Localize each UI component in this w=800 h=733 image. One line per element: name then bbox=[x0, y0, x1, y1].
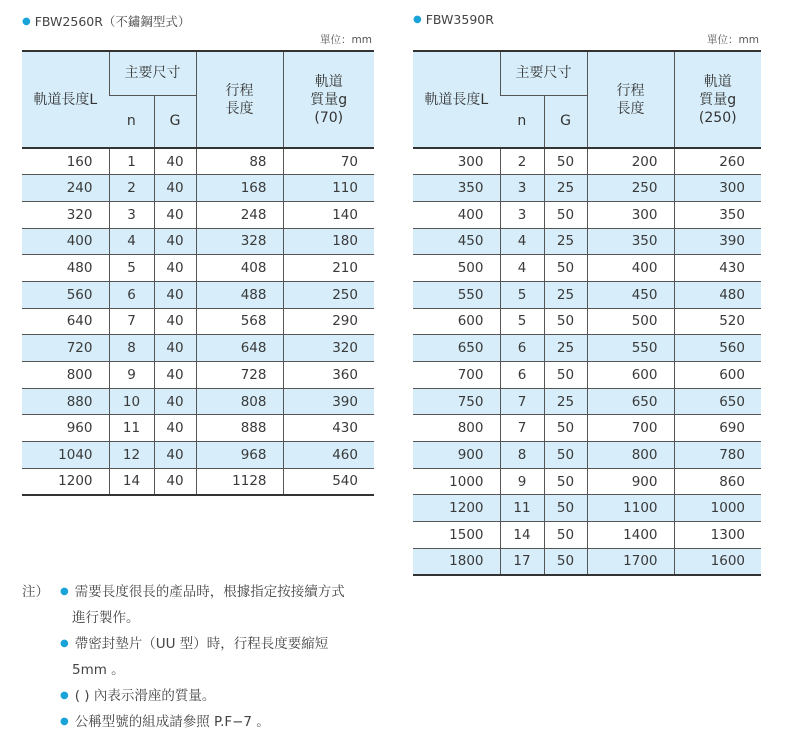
cell-g: 40 bbox=[154, 228, 196, 255]
cell-n: 17 bbox=[500, 548, 544, 575]
table-row bbox=[413, 255, 761, 282]
cell-rail-length: 320 bbox=[22, 201, 109, 228]
cell-n: 3 bbox=[109, 201, 154, 228]
cell-g: 50 bbox=[544, 255, 587, 282]
cell-g: 25 bbox=[544, 281, 587, 308]
unit-label: 單位：mm bbox=[707, 34, 759, 46]
table-row bbox=[22, 362, 374, 389]
cell-stroke: 500 bbox=[587, 308, 674, 335]
cell-mass: 290 bbox=[283, 308, 374, 335]
header-rail-length: 軌道長度L bbox=[22, 51, 109, 148]
cell-g: 40 bbox=[154, 308, 196, 335]
cell-rail-length: 1200 bbox=[22, 468, 109, 495]
cell-stroke: 728 bbox=[196, 362, 283, 389]
header-stroke: 行程 長度 bbox=[587, 51, 674, 148]
cell-mass: 300 bbox=[674, 175, 761, 202]
cell-mass: 70 bbox=[283, 148, 374, 175]
table-row bbox=[22, 388, 374, 415]
cell-n: 14 bbox=[500, 522, 544, 549]
cell-rail-length: 720 bbox=[22, 335, 109, 362]
cell-mass: 390 bbox=[674, 228, 761, 255]
bullet-icon: ● bbox=[60, 690, 69, 701]
cell-stroke: 650 bbox=[587, 388, 674, 415]
table-row bbox=[413, 148, 761, 175]
note-item: ● 公稱型號的組成請參照 P.F−7 。 bbox=[60, 714, 270, 730]
cell-mass: 390 bbox=[283, 388, 374, 415]
cell-n: 11 bbox=[500, 495, 544, 522]
header-stroke: 行程 長度 bbox=[196, 51, 283, 148]
cell-rail-length: 1000 bbox=[413, 468, 500, 495]
cell-g: 40 bbox=[154, 201, 196, 228]
cell-stroke: 700 bbox=[587, 415, 674, 442]
cell-stroke: 408 bbox=[196, 255, 283, 282]
table-row bbox=[413, 362, 761, 389]
cell-n: 8 bbox=[500, 442, 544, 469]
cell-rail-length: 880 bbox=[22, 388, 109, 415]
cell-n: 14 bbox=[109, 468, 154, 495]
table-row bbox=[413, 228, 761, 255]
table-row bbox=[413, 522, 761, 549]
cell-n: 6 bbox=[109, 281, 154, 308]
table-row bbox=[22, 281, 374, 308]
cell-rail-length: 900 bbox=[413, 442, 500, 469]
table-row bbox=[22, 175, 374, 202]
cell-g: 40 bbox=[154, 388, 196, 415]
table-row bbox=[22, 308, 374, 335]
cell-n: 9 bbox=[109, 362, 154, 389]
cell-g: 25 bbox=[544, 388, 587, 415]
cell-g: 50 bbox=[544, 495, 587, 522]
cell-n: 6 bbox=[500, 335, 544, 362]
cell-mass: 110 bbox=[283, 175, 374, 202]
cell-rail-length: 800 bbox=[22, 362, 109, 389]
table-row bbox=[413, 335, 761, 362]
cell-stroke: 1700 bbox=[587, 548, 674, 575]
cell-mass: 460 bbox=[283, 442, 374, 469]
cell-n: 2 bbox=[500, 148, 544, 175]
table-row bbox=[413, 548, 761, 575]
bullet-icon: ● bbox=[22, 16, 31, 27]
cell-stroke: 648 bbox=[196, 335, 283, 362]
cell-mass: 600 bbox=[674, 362, 761, 389]
cell-rail-length: 160 bbox=[22, 148, 109, 175]
table-body bbox=[22, 148, 374, 495]
cell-stroke: 300 bbox=[587, 201, 674, 228]
table-block-fbw3590r bbox=[413, 12, 761, 576]
cell-g: 40 bbox=[154, 281, 196, 308]
cell-stroke: 1400 bbox=[587, 522, 674, 549]
header-main-dims: 主要尺寸 bbox=[500, 51, 587, 95]
table-row bbox=[22, 468, 374, 495]
cell-mass: 650 bbox=[674, 388, 761, 415]
cell-stroke: 488 bbox=[196, 281, 283, 308]
table-row bbox=[413, 415, 761, 442]
cell-g: 50 bbox=[544, 442, 587, 469]
cell-stroke: 808 bbox=[196, 388, 283, 415]
cell-stroke: 88 bbox=[196, 148, 283, 175]
cell-g: 25 bbox=[544, 228, 587, 255]
cell-mass: 180 bbox=[283, 228, 374, 255]
table-row bbox=[22, 335, 374, 362]
cell-stroke: 1100 bbox=[587, 495, 674, 522]
table-title: ● FBW2560R（不鏽鋼型式） bbox=[22, 14, 191, 29]
cell-mass: 360 bbox=[283, 362, 374, 389]
cell-n: 7 bbox=[500, 388, 544, 415]
table-row bbox=[413, 468, 761, 495]
cell-mass: 430 bbox=[283, 415, 374, 442]
cell-g: 40 bbox=[154, 415, 196, 442]
cell-g: 40 bbox=[154, 148, 196, 175]
table-row bbox=[413, 308, 761, 335]
cell-stroke: 328 bbox=[196, 228, 283, 255]
cell-stroke: 800 bbox=[587, 442, 674, 469]
cell-rail-length: 700 bbox=[413, 362, 500, 389]
cell-rail-length: 400 bbox=[413, 201, 500, 228]
cell-mass: 430 bbox=[674, 255, 761, 282]
cell-g: 50 bbox=[544, 548, 587, 575]
cell-stroke: 968 bbox=[196, 442, 283, 469]
note-item: ● 帶密封墊片（UU 型）時，行程長度要縮短 bbox=[60, 636, 329, 652]
cell-n: 4 bbox=[500, 255, 544, 282]
cell-stroke: 450 bbox=[587, 281, 674, 308]
table-row bbox=[413, 388, 761, 415]
cell-n: 5 bbox=[109, 255, 154, 282]
cell-rail-length: 960 bbox=[22, 415, 109, 442]
cell-rail-length: 350 bbox=[413, 175, 500, 202]
cell-g: 50 bbox=[544, 415, 587, 442]
cell-rail-length: 300 bbox=[413, 148, 500, 175]
header-n: n bbox=[109, 95, 154, 148]
cell-g: 50 bbox=[544, 522, 587, 549]
cell-stroke: 168 bbox=[196, 175, 283, 202]
cell-n: 4 bbox=[109, 228, 154, 255]
cell-stroke: 350 bbox=[587, 228, 674, 255]
cell-stroke: 200 bbox=[587, 148, 674, 175]
cell-stroke: 568 bbox=[196, 308, 283, 335]
header-rail-mass: 軌道 質量g (250) bbox=[674, 51, 761, 148]
table-row bbox=[413, 281, 761, 308]
header-n: n bbox=[500, 95, 544, 148]
cell-g: 40 bbox=[154, 175, 196, 202]
cell-mass: 690 bbox=[674, 415, 761, 442]
table-row bbox=[413, 201, 761, 228]
cell-mass: 1300 bbox=[674, 522, 761, 549]
cell-mass: 540 bbox=[283, 468, 374, 495]
cell-stroke: 600 bbox=[587, 362, 674, 389]
cell-n: 10 bbox=[109, 388, 154, 415]
cell-n: 5 bbox=[500, 308, 544, 335]
cell-rail-length: 240 bbox=[22, 175, 109, 202]
header-g: G bbox=[154, 95, 196, 148]
bullet-icon: ● bbox=[413, 14, 422, 25]
table-row bbox=[22, 442, 374, 469]
cell-n: 2 bbox=[109, 175, 154, 202]
cell-n: 12 bbox=[109, 442, 154, 469]
cell-n: 11 bbox=[109, 415, 154, 442]
cell-mass: 1600 bbox=[674, 548, 761, 575]
unit-label: 單位：mm bbox=[320, 34, 372, 46]
note-item-continuation: 進行製作。 bbox=[72, 610, 140, 626]
bullet-icon: ● bbox=[60, 716, 69, 727]
cell-rail-length: 560 bbox=[22, 281, 109, 308]
cell-n: 9 bbox=[500, 468, 544, 495]
table-row bbox=[413, 175, 761, 202]
cell-n: 4 bbox=[500, 228, 544, 255]
cell-rail-length: 450 bbox=[413, 228, 500, 255]
cell-mass: 480 bbox=[674, 281, 761, 308]
cell-g: 40 bbox=[154, 335, 196, 362]
cell-n: 7 bbox=[500, 415, 544, 442]
cell-rail-length: 500 bbox=[413, 255, 500, 282]
header-main-dims: 主要尺寸 bbox=[109, 51, 196, 95]
table-row bbox=[22, 415, 374, 442]
cell-mass: 320 bbox=[283, 335, 374, 362]
cell-g: 25 bbox=[544, 175, 587, 202]
cell-rail-length: 1040 bbox=[22, 442, 109, 469]
cell-g: 50 bbox=[544, 468, 587, 495]
header-rail-mass: 軌道 質量g (70) bbox=[283, 51, 374, 148]
table-row bbox=[413, 442, 761, 469]
cell-g: 40 bbox=[154, 442, 196, 469]
cell-n: 6 bbox=[500, 362, 544, 389]
cell-rail-length: 550 bbox=[413, 281, 500, 308]
note-item-continuation: 5mm 。 bbox=[72, 662, 125, 678]
cell-rail-length: 400 bbox=[22, 228, 109, 255]
table-row bbox=[22, 255, 374, 282]
note-item: ● ( ) 內表示滑座的質量。 bbox=[60, 688, 216, 704]
cell-stroke: 900 bbox=[587, 468, 674, 495]
table-row bbox=[413, 495, 761, 522]
cell-n: 5 bbox=[500, 281, 544, 308]
cell-mass: 250 bbox=[283, 281, 374, 308]
cell-n: 1 bbox=[109, 148, 154, 175]
cell-stroke: 248 bbox=[196, 201, 283, 228]
cell-mass: 560 bbox=[674, 335, 761, 362]
cell-stroke: 1128 bbox=[196, 468, 283, 495]
cell-rail-length: 640 bbox=[22, 308, 109, 335]
cell-rail-length: 600 bbox=[413, 308, 500, 335]
cell-g: 50 bbox=[544, 148, 587, 175]
cell-rail-length: 650 bbox=[413, 335, 500, 362]
cell-stroke: 550 bbox=[587, 335, 674, 362]
spec-table bbox=[413, 50, 761, 576]
table-row bbox=[22, 201, 374, 228]
bullet-icon: ● bbox=[60, 638, 69, 649]
cell-rail-length: 750 bbox=[413, 388, 500, 415]
cell-g: 25 bbox=[544, 335, 587, 362]
spec-table bbox=[22, 50, 374, 496]
cell-mass: 860 bbox=[674, 468, 761, 495]
cell-stroke: 250 bbox=[587, 175, 674, 202]
cell-mass: 520 bbox=[674, 308, 761, 335]
table-body bbox=[413, 148, 761, 575]
cell-g: 50 bbox=[544, 201, 587, 228]
cell-mass: 210 bbox=[283, 255, 374, 282]
cell-n: 3 bbox=[500, 175, 544, 202]
table-row bbox=[22, 228, 374, 255]
cell-n: 8 bbox=[109, 335, 154, 362]
cell-rail-length: 480 bbox=[22, 255, 109, 282]
table-title: ● FBW3590R bbox=[413, 12, 494, 27]
cell-rail-length: 1800 bbox=[413, 548, 500, 575]
table-block-fbw2560r bbox=[22, 12, 374, 496]
cell-n: 7 bbox=[109, 308, 154, 335]
cell-mass: 780 bbox=[674, 442, 761, 469]
cell-mass: 140 bbox=[283, 201, 374, 228]
cell-g: 40 bbox=[154, 468, 196, 495]
cell-g: 50 bbox=[544, 362, 587, 389]
cell-rail-length: 800 bbox=[413, 415, 500, 442]
cell-g: 50 bbox=[544, 308, 587, 335]
cell-stroke: 888 bbox=[196, 415, 283, 442]
cell-mass: 350 bbox=[674, 201, 761, 228]
cell-rail-length: 1200 bbox=[413, 495, 500, 522]
cell-g: 40 bbox=[154, 255, 196, 282]
table-row bbox=[22, 148, 374, 175]
header-g: G bbox=[544, 95, 587, 148]
header-rail-length: 軌道長度L bbox=[413, 51, 500, 148]
notes-label: 注） bbox=[22, 584, 49, 600]
cell-g: 40 bbox=[154, 362, 196, 389]
cell-n: 3 bbox=[500, 201, 544, 228]
cell-mass: 260 bbox=[674, 148, 761, 175]
cell-rail-length: 1500 bbox=[413, 522, 500, 549]
bullet-icon: ● bbox=[60, 586, 69, 597]
cell-stroke: 400 bbox=[587, 255, 674, 282]
cell-mass: 1000 bbox=[674, 495, 761, 522]
note-item: ● 需要長度很長的產品時，根據指定按接續方式 bbox=[60, 584, 345, 600]
